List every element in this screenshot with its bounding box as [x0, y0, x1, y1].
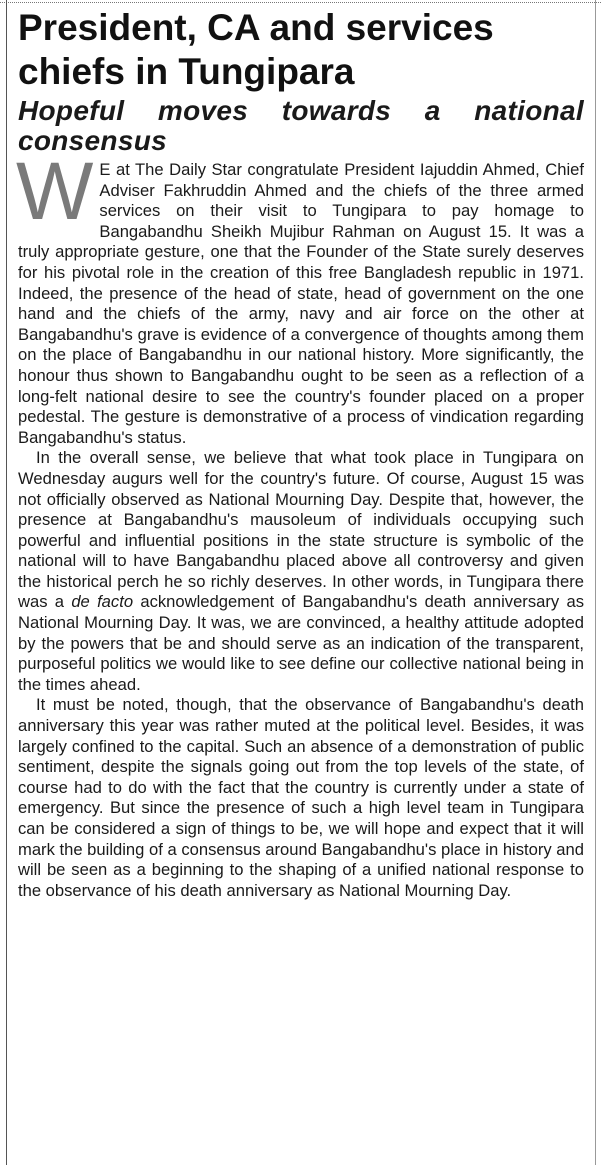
paragraph-1-text: E at The Daily Star congratulate President Iajuddin Ahmed, Chief Adviser Fakhruddin Ahmed and the chiefs of the three armed services on their visit to Tungipara to pay homage to Bangabandhu Sheikh Mujibur Rahman on August 15. It was a truly appropriate gesture, one that the Founder of the State surely deserves for his pivotal role in the creation of this free Bangladesh republic in 1971. Indeed, the presence of the head of state, head of government on the one hand and the chiefs of the army, navy and air force on the other at Bangabandhu's grave is evidence of a convergence of thoughts among them on the place of Bangabandhu in our national history. More significantly, the honour thus shown to Bangabandhu ought to be seen as a reflection of a long-felt national desire to see the country's founder placed on a proper pedestal. The gesture is demonstrative of a process of vindication regarding Bangabandhu's status. [18, 160, 584, 447]
right-column-rule [595, 0, 596, 1165]
subheadline: Hopeful moves towards a national consensus [18, 95, 584, 156]
left-column-rule [6, 0, 7, 1165]
paragraph-3 [18, 695, 584, 901]
paragraph-2-italic: de facto [71, 592, 134, 612]
headline: President, CA and services chiefs in Tungipara [18, 7, 494, 92]
article-body [16, 146, 584, 901]
paragraph-2-text-after: acknowledgement of Bangabandhu's death anniversary as National Mourning Day. It was, we are convinced, a healthy attitude adopted by the powers that be and should serve as an indication of the transparent, purposeful politics we would like to see define our collective national being in the times ahead. [18, 592, 584, 694]
paragraph-2-text-before: In the overall sense, we believe that what took place in Tungipara on Wednesday augurs well for the country's future. Of course, August 15 was not officially observed as National Mourning Day. Despite that, however, the presence at Bangabandhu's mausoleum of individuals occupying such powerful and influential positions in the state structure is symbolic of the national will to have Bangabandhu placed above all controversy and given the historical perch he so richly deserves. In other words, in Tungipara there was a [18, 448, 584, 612]
paragraph-1 [16, 146, 584, 448]
editorial-article [18, 6, 584, 901]
paragraph-3-text: It must be noted, though, that the observance of Bangabandhu's death anniversary this year was rather muted at the political level. Besides, it was largely confined to the capital. Such an absence of a demonstration of public sentiment, despite the signals going out from the top levels of the state, of course had to do with the fact that the country is currently under a state of emergency. But since the presence of such a high level team in Tungipara can be considered a sign of things to be, we will hope and expect that it will mark the building of a consensus around Bangabandhu's place in history and will be seen as a beginning to the shaping of a unified national response to the observance of his death anniversary as National Mourning Day. [18, 695, 584, 900]
top-rule [0, 2, 601, 3]
drop-cap: W [16, 146, 94, 237]
paragraph-2 [18, 448, 584, 695]
